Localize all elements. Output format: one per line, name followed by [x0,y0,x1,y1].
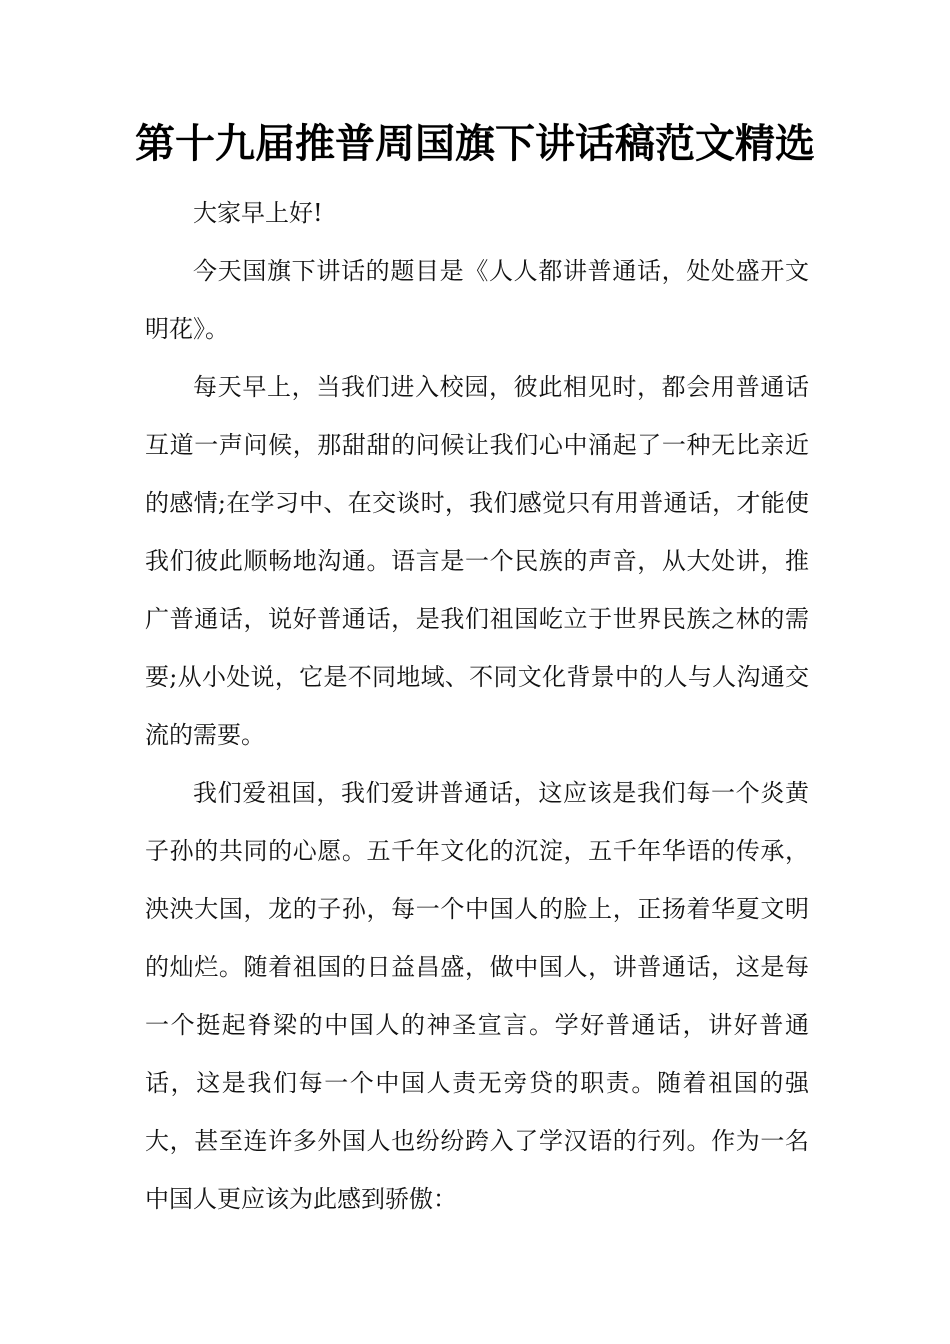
document-body [145,184,809,1228]
paragraph-love-putonghua: 我们爱祖国，我们爱讲普通话，这应该是我们每一个炎黄子孙的共同的心愿。五千年文化的沉淀，五千年华语的传承，泱泱大国，龙的子孙，每一个中国人的脸上，正扬着华夏文明的灿烂。随着祖国的日益昌盛，做中国人，讲普通话，这是每一个挺起脊梁的中国人的神圣宣言。学好普通话，讲好普通话，这是我们每一个中国人责无旁贷的职责。随着祖国的强大，甚至连许多外国人也纷纷跨入了学汉语的行列。作为一名中国人更应该为此感到骄傲： [145,779,809,1213]
paragraph-topic: 今天国旗下讲话的题目是《人人都讲普通话，处处盛开文明花》。 [145,257,809,343]
paragraph-daily-greetings: 每天早上，当我们进入校园，彼此相见时，都会用普通话互道一声问候，那甜甜的问候让我们心中涌起了一种无比亲近的感情;在学习中、在交谈时，我们感觉只有用普通话，才能使我们彼此顺畅地沟通。语言是一个民族的声音，从大处讲，推广普通话，说好普通话，是我们祖国屹立于世界民族之林的需要;从小处说，它是不同地域、不同文化背景中的人与人沟通交流的需要。 [145,373,809,749]
paragraph-greeting: 大家早上好! [193,199,323,227]
document-title: 第十九届推普周国旗下讲话稿范文精选 [135,120,815,167]
